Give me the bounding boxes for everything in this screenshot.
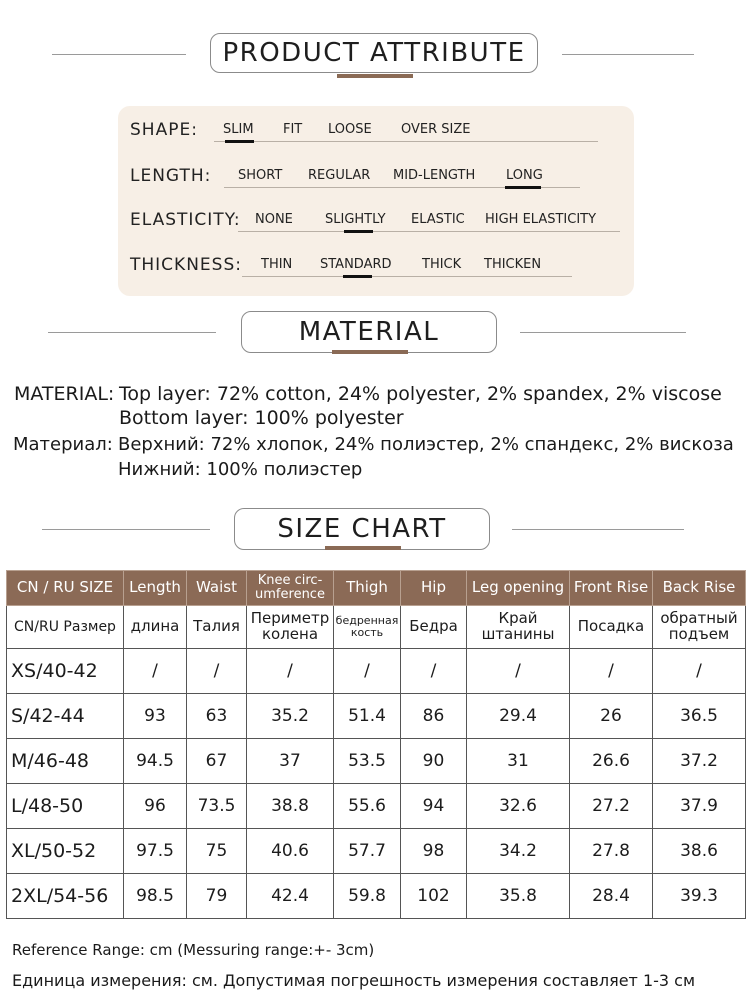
measurement-cell: 34.2 (467, 829, 570, 874)
measurement-cell: / (653, 649, 746, 694)
column-header: Back Rise (653, 571, 746, 606)
measurement-cell: 35.2 (247, 694, 334, 739)
size-chart-table (6, 570, 746, 919)
measurement-cell: 86 (401, 694, 467, 739)
measurement-cell: 94 (401, 784, 467, 829)
measurement-cell: 102 (401, 874, 467, 919)
measurement-cell: 29.4 (467, 694, 570, 739)
measurement-cell: 98.5 (124, 874, 187, 919)
attribute-option: FIT (283, 122, 303, 137)
attribute-row-elasticity (118, 196, 634, 230)
section-title: MATERIAL (241, 311, 497, 353)
attribute-option: STANDARD (320, 257, 392, 272)
size-label-cell: S/42-44 (7, 694, 124, 739)
measurement-cell: 75 (187, 829, 247, 874)
measurement-cell: 73.5 (187, 784, 247, 829)
measurement-cell: 93 (124, 694, 187, 739)
title-accent-bar (332, 350, 408, 354)
measurement-cell: 37 (247, 739, 334, 784)
attribute-option: SLIGHTLY (325, 212, 386, 227)
measurement-cell: / (570, 649, 653, 694)
size-label-cell: 2XL/54-56 (7, 874, 124, 919)
attribute-option: THIN (261, 257, 293, 272)
material-line: Верхний: 72% хлопок, 24% полиэстер, 2% спандекс, 2% вискоза (118, 434, 734, 455)
measurement-cell: 27.8 (570, 829, 653, 874)
selected-marker (344, 230, 373, 233)
selected-marker (343, 275, 372, 278)
column-header: Leg opening (467, 571, 570, 606)
table-row (7, 784, 746, 829)
measurement-cell: 37.2 (653, 739, 746, 784)
measurement-cell: / (334, 649, 401, 694)
measurement-cell: 36.5 (653, 694, 746, 739)
divider-left (48, 332, 216, 333)
attribute-underline (238, 231, 620, 232)
material-label-en: MATERIAL: (14, 383, 115, 405)
measurement-cell: 31 (467, 739, 570, 784)
measurement-cell: 63 (187, 694, 247, 739)
size-label-cell: L/48-50 (7, 784, 124, 829)
attribute-option: REGULAR (308, 168, 371, 183)
attribute-label: SHAPE: (130, 120, 198, 140)
divider-right (562, 54, 694, 55)
reference-note-en: Reference Range: cm (Messuring range:+- 3cm) (12, 941, 375, 959)
size-chart-header (0, 508, 750, 556)
attribute-option: THICKEN (484, 257, 542, 272)
column-header: CN / RU SIZE (7, 571, 124, 606)
size-label-cell: XS/40-42 (7, 649, 124, 694)
measurement-cell: 90 (401, 739, 467, 784)
measurement-cell: 26.6 (570, 739, 653, 784)
section-title: SIZE CHART (234, 508, 490, 550)
size-label-cell: M/46-48 (7, 739, 124, 784)
divider-right (512, 529, 684, 530)
column-header-ru: бедренная кость (334, 606, 401, 649)
table-row (7, 874, 746, 919)
size-label-cell: XL/50-52 (7, 829, 124, 874)
attribute-option: OVER SIZE (401, 122, 471, 137)
measurement-cell: 98 (401, 829, 467, 874)
measurement-cell: / (247, 649, 334, 694)
measurement-cell: / (124, 649, 187, 694)
table-row (7, 829, 746, 874)
column-header: Thigh (334, 571, 401, 606)
attribute-row-length (118, 152, 634, 186)
attribute-row-shape (118, 106, 634, 140)
table-row (7, 649, 746, 694)
attribute-panel (118, 106, 634, 296)
attribute-option: SLIM (223, 122, 254, 137)
measurement-cell: 94.5 (124, 739, 187, 784)
measurement-cell: / (467, 649, 570, 694)
column-header-ru: CN/RU Размер (7, 606, 124, 649)
column-header: Hip (401, 571, 467, 606)
attribute-label: ELASTICITY: (130, 210, 241, 230)
column-header-ru: Бедра (401, 606, 467, 649)
measurement-cell: 51.4 (334, 694, 401, 739)
divider-left (52, 54, 186, 55)
measurement-cell: 59.8 (334, 874, 401, 919)
divider-left (42, 529, 210, 530)
measurement-cell: 39.3 (653, 874, 746, 919)
attribute-option: LOOSE (328, 122, 372, 137)
column-header-ru: Посадка (570, 606, 653, 649)
measurement-cell: 79 (187, 874, 247, 919)
attribute-option: NONE (255, 212, 293, 227)
material-label-ru: Материал: (13, 434, 113, 455)
size-rows (7, 649, 746, 919)
measurement-cell: 38.6 (653, 829, 746, 874)
table-row (7, 694, 746, 739)
measurement-cell: 37.9 (653, 784, 746, 829)
attribute-underline (214, 141, 598, 142)
measurement-cell: 42.4 (247, 874, 334, 919)
table-row (7, 739, 746, 784)
column-header: Knee circ-umference (247, 571, 334, 606)
attribute-option: SHORT (238, 168, 283, 183)
measurement-cell: 96 (124, 784, 187, 829)
measurement-cell: 32.6 (467, 784, 570, 829)
attribute-option: LONG (506, 168, 543, 183)
attribute-option: HIGH ELASTICITY (485, 212, 597, 227)
column-header-ru: обратный подъем (653, 606, 746, 649)
attribute-option: MID-LENGTH (393, 168, 476, 183)
selected-marker (225, 140, 254, 143)
attribute-option: THICK (422, 257, 462, 272)
divider-right (520, 332, 686, 333)
measurement-cell: 57.7 (334, 829, 401, 874)
measurement-cell: 38.8 (247, 784, 334, 829)
title-accent-bar (337, 74, 413, 78)
column-header: Front Rise (570, 571, 653, 606)
column-header-ru: Талия (187, 606, 247, 649)
reference-note-ru: Единица измерения: см. Допустимая погрешность измерения составляет 1-3 см (12, 971, 696, 990)
attribute-row-thickness (118, 241, 634, 275)
measurement-cell: 28.4 (570, 874, 653, 919)
column-header-ru: длина (124, 606, 187, 649)
measurement-cell: 26 (570, 694, 653, 739)
column-header-ru: Край штанины (467, 606, 570, 649)
measurement-cell: 35.8 (467, 874, 570, 919)
product-attribute-header (0, 33, 750, 81)
header-row-en (7, 571, 746, 606)
material-line: Нижний: 100% полиэстер (118, 459, 363, 480)
attribute-label: LENGTH: (130, 166, 212, 186)
measurement-cell: 40.6 (247, 829, 334, 874)
column-header: Length (124, 571, 187, 606)
measurement-cell: 55.6 (334, 784, 401, 829)
material-line: Bottom layer: 100% polyester (119, 407, 404, 429)
section-title: PRODUCT ATTRIBUTE (210, 33, 538, 73)
measurement-cell: 27.2 (570, 784, 653, 829)
measurement-cell: / (187, 649, 247, 694)
measurement-cell: 97.5 (124, 829, 187, 874)
header-row-ru (7, 606, 746, 649)
material-line: Top layer: 72% cotton, 24% polyester, 2% spandex, 2% viscose (119, 383, 722, 405)
column-header-ru: Периметр колена (247, 606, 334, 649)
measurement-cell: / (401, 649, 467, 694)
column-header: Waist (187, 571, 247, 606)
selected-marker (505, 186, 541, 189)
measurement-cell: 67 (187, 739, 247, 784)
measurement-cell: 53.5 (334, 739, 401, 784)
attribute-underline (242, 276, 572, 277)
attribute-option: ELASTIC (411, 212, 465, 227)
material-header (0, 311, 750, 359)
attribute-label: THICKNESS: (130, 255, 242, 275)
title-accent-bar (325, 546, 401, 550)
